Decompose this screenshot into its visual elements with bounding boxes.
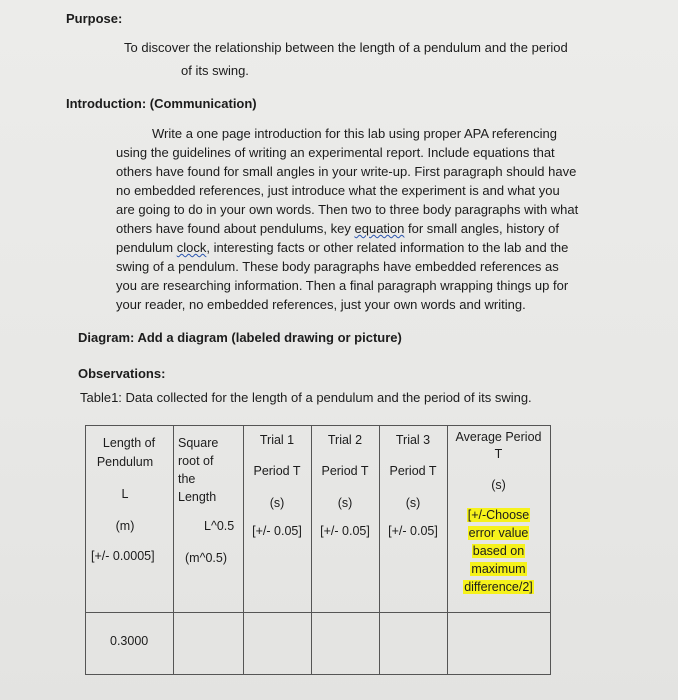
- header-trial-1-uncertainty: [+/- 0.05]: [252, 524, 302, 538]
- header-sqrt: Square: [178, 436, 219, 450]
- header-sqrt-unit: (m^0.5): [185, 551, 227, 565]
- header-average-symbol: T: [494, 447, 503, 461]
- header-trial-1: Trial 1: [259, 433, 295, 447]
- header-length-uncertainty: [+/- 0.0005]: [91, 549, 155, 563]
- spell-flag-clock: clock: [176, 240, 207, 255]
- header-sqrt: the: [178, 472, 196, 486]
- header-length: Length of: [102, 436, 156, 450]
- intro-line: [116, 238, 606, 257]
- purpose-heading: Purpose:: [66, 11, 123, 26]
- table-divider: [173, 425, 174, 675]
- intro-line: you are researching information. Then a final paragraph wrapping things up for: [116, 278, 569, 293]
- data-table: [85, 425, 551, 675]
- highlighted-note: error value: [468, 526, 529, 540]
- header-trial-3-uncertainty: [+/- 0.05]: [388, 524, 438, 538]
- header-trial-1-period: Period T: [253, 464, 301, 478]
- average-note: [447, 578, 550, 596]
- intro-text: pendulum: [116, 240, 177, 255]
- header-length: Pendulum: [96, 455, 154, 469]
- average-note: [447, 524, 550, 542]
- intro-line: using the guidelines of writing an experimental report. Include equations that: [116, 145, 555, 160]
- header-sqrt: root of: [178, 454, 214, 468]
- intro-text: for small angles, history of: [404, 221, 560, 236]
- highlighted-note: difference/2]: [464, 580, 533, 594]
- header-sqrt-symbol: L^0.5: [204, 519, 235, 533]
- highlighted-note: [+/-Choose: [467, 508, 530, 522]
- table-border-right: [550, 425, 551, 675]
- introduction-paragraph: [116, 124, 606, 314]
- diagram-heading: Diagram: Add a diagram (labeled drawing or picture): [78, 330, 402, 345]
- header-average-unit: (s): [491, 478, 506, 492]
- highlighted-note: maximum: [471, 562, 526, 576]
- table-row-divider: [85, 612, 551, 613]
- spell-flag-equation: equation: [354, 221, 405, 236]
- intro-line: others have found for small angles in your write-up. First paragraph should have: [116, 164, 577, 179]
- header-trial-3: Trial 3: [395, 433, 431, 447]
- average-note: [447, 560, 550, 578]
- table-border-bottom: [85, 674, 551, 675]
- observations-heading: Observations:: [78, 366, 166, 381]
- header-trial-2-uncertainty: [+/- 0.05]: [320, 524, 370, 538]
- intro-line: are going to do in your own words. Then two to three body paragraphs with what: [116, 202, 579, 217]
- table-caption: Table1: Data collected for the length of a pendulum and the period of its swing.: [80, 390, 532, 405]
- intro-line: swing of a pendulum. These body paragraphs have embedded references as: [116, 259, 559, 274]
- header-trial-2-unit: (s): [337, 496, 353, 510]
- row-1-length: 0.3000: [110, 634, 149, 648]
- table-border-top: [85, 425, 551, 426]
- average-note: [447, 542, 550, 560]
- highlighted-note: based on: [472, 544, 525, 558]
- header-trial-3-period: Period T: [389, 464, 437, 478]
- intro-line: [116, 219, 606, 238]
- header-sqrt: Length: [178, 490, 217, 504]
- intro-text: others have found about pendulums, key: [116, 221, 355, 236]
- introduction-heading: Introduction: (Communication): [66, 96, 257, 111]
- average-note: [447, 506, 550, 524]
- intro-text: , interesting facts or other related information to the lab and the: [206, 240, 569, 255]
- intro-line: your reader, no embedded references, just your own words and writing.: [116, 297, 526, 312]
- header-average: Average Period: [455, 430, 542, 444]
- purpose-line-1: To discover the relationship between the length of a pendulum and the period: [124, 40, 568, 55]
- header-trial-1-unit: (s): [269, 496, 285, 510]
- intro-line: Write a one page introduction for this lab using proper APA referencing: [152, 126, 557, 141]
- intro-line: no embedded references, just introduce what the experiment is and what you: [116, 183, 560, 198]
- header-trial-3-unit: (s): [405, 496, 421, 510]
- header-length-symbol: L: [121, 487, 129, 501]
- header-trial-2: Trial 2: [327, 433, 363, 447]
- header-trial-2-period: Period T: [321, 464, 369, 478]
- header-length-unit: (m): [115, 519, 135, 533]
- purpose-line-2: of its swing.: [181, 63, 249, 78]
